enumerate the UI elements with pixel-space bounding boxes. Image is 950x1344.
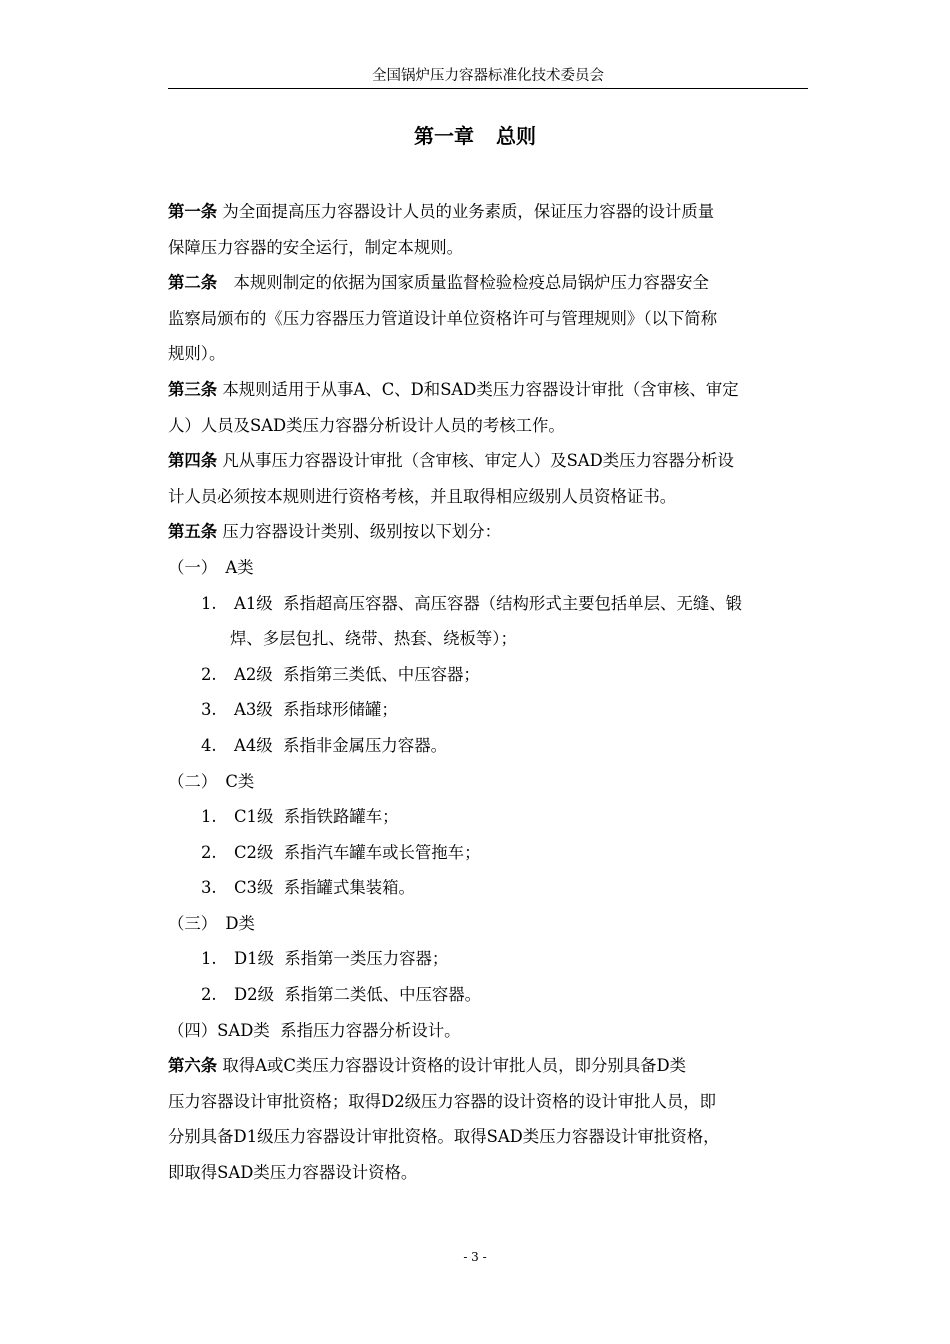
line-text: 分别具备D1级压力容器设计审批资格。取得SAD类压力容器设计审批资格， (168, 1127, 720, 1147)
line-text: 计人员必须按本规则进行资格考核，并且取得相应级别人员资格证书。 (168, 486, 677, 506)
list-number: 1. (201, 593, 217, 613)
article-label: 第二条 (168, 273, 218, 293)
page-number: - 3 - (463, 1250, 487, 1264)
line-text: 即取得SAD类压力容器设计资格。 (168, 1163, 418, 1183)
list-item-line (168, 941, 808, 977)
list-item-line (168, 870, 808, 906)
chapter-number: 第一章 (414, 124, 474, 148)
line-text: （三） D类 (168, 913, 255, 933)
list-item-line (168, 621, 808, 657)
text-line (168, 1084, 808, 1120)
article-line (168, 443, 808, 479)
line-text: C2级 系指汽车罐车或长管拖车； (234, 842, 481, 862)
article-label: 第一条 (168, 202, 218, 221)
list-item-line (168, 728, 808, 764)
document-body (168, 194, 808, 1191)
text-line (168, 764, 808, 800)
text-line (168, 479, 808, 515)
line-text: 取得A或C类压力容器设计资格的设计审批人员，即分别具备D类 (217, 1056, 687, 1076)
header-rule (168, 88, 808, 89)
line-text: 保障压力容器的安全运行，制定本规则。 (168, 237, 464, 257)
line-text: 压力容器设计审批资格；取得D2级压力容器的设计资格的设计审批人员，即 (168, 1091, 717, 1111)
text-line (168, 230, 808, 266)
text-line (168, 1119, 808, 1155)
line-text: 本规则适用于从事A、C、D和SAD类压力容器设计审批（含审核、审定 (217, 379, 739, 399)
chapter-name: 总则 (496, 124, 536, 148)
article-line (168, 1048, 808, 1084)
text-line (168, 336, 808, 372)
list-item-line (168, 657, 808, 693)
article-label: 第五条 (168, 522, 218, 542)
line-text: C3级 系指罐式集装箱。 (234, 878, 415, 898)
line-text: D2级 系指第二类低、中压容器。 (234, 985, 482, 1005)
article-line (168, 514, 808, 550)
list-item-line (168, 977, 808, 1013)
article-label: 第六条 (168, 1056, 218, 1076)
line-text: 规则）。 (168, 344, 226, 364)
list-item-line (168, 835, 808, 871)
list-item-line (168, 799, 808, 835)
list-item-line (168, 692, 808, 728)
text-line (168, 301, 808, 337)
line-text: A4级 系指非金属压力容器。 (234, 735, 447, 755)
line-text: D1级 系指第一类压力容器； (234, 949, 449, 969)
line-text: （四）SAD类 系指压力容器分析设计。 (168, 1020, 461, 1040)
text-line (168, 906, 808, 942)
line-text: A2级 系指第三类低、中压容器； (234, 664, 480, 684)
chapter-title (0, 122, 950, 150)
text-line (168, 550, 808, 586)
line-text: C1级 系指铁路罐车； (234, 807, 399, 827)
text-line (168, 1155, 808, 1191)
article-label: 第四条 (168, 451, 218, 471)
line-text: 凡从事压力容器设计审批（含审核、审定人）及SAD类压力容器分析设 (217, 451, 734, 471)
text-line (168, 408, 808, 444)
page-header: 全国锅炉压力容器标准化技术委员会 (372, 68, 604, 84)
line-text: 监察局颁布的《压力容器压力管道设计单位资格许可与管理规则》（以下简称 (168, 308, 718, 328)
list-number: 2. (201, 985, 217, 1005)
line-text: A1级 系指超高压容器、高压容器（结构形式主要包括单层、无缝、锻 (234, 593, 743, 613)
article-label: 第三条 (168, 379, 218, 399)
line-text: 焊、多层包扎、绕带、热套、绕板等）； (230, 629, 517, 649)
article-line (168, 194, 808, 230)
line-text: A3级 系指球形储罐； (234, 700, 398, 720)
line-text: 为全面提高压力容器设计人员的业务素质，保证压力容器的设计质量 (217, 202, 715, 221)
list-number: 3. (201, 700, 217, 720)
list-number: 2. (201, 664, 217, 684)
line-text: 人）人员及SAD类压力容器分析设计人员的考核工作。 (168, 415, 565, 435)
line-text: 本规则制定的依据为国家质量监督检验检疫总局锅炉压力容器安全 (217, 273, 709, 293)
list-item-line (168, 586, 808, 622)
list-number: 2. (201, 842, 217, 862)
list-number: 3. (201, 878, 217, 898)
list-number: 1. (201, 807, 217, 827)
list-number: 1. (201, 949, 217, 969)
line-text: （二） C类 (168, 771, 255, 791)
article-line (168, 265, 808, 301)
list-number: 4. (201, 735, 217, 755)
article-line (168, 372, 808, 408)
line-text: （一） A类 (168, 557, 254, 577)
line-text: 压力容器设计类别、级别按以下划分： (217, 522, 502, 542)
text-line (168, 1013, 808, 1049)
